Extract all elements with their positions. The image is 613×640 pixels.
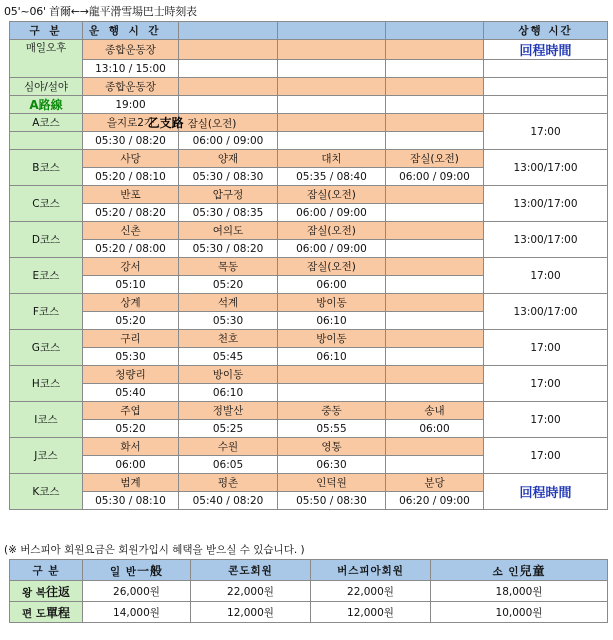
- stop-cell: 잠실(오전): [278, 222, 386, 240]
- stop-cell: 종합운동장: [83, 78, 179, 96]
- return-time-cell: 17:00: [484, 330, 608, 366]
- return-time-overlay: 回程時間: [519, 44, 572, 59]
- stop-cell: [278, 78, 386, 96]
- time-cell: 06:00 / 09:00: [179, 132, 278, 150]
- table-row: [10, 60, 608, 78]
- time-cell: 06:00 / 09:00: [278, 240, 386, 258]
- return-time-cell: 17:00: [484, 402, 608, 438]
- course-g-label: G코스: [10, 330, 83, 366]
- return-time-cell: [484, 474, 608, 510]
- time-cell: 05:55: [278, 420, 386, 438]
- course-i-label: I코스: [10, 402, 83, 438]
- stop-cell: 대치: [278, 150, 386, 168]
- course-c-label: C코스: [10, 186, 83, 222]
- time-cell: [386, 240, 484, 258]
- time-cell: 06:00 / 09:00: [386, 168, 484, 186]
- stop-cell: [386, 330, 484, 348]
- course-f-label: F코스: [10, 294, 83, 330]
- stop-cell: 분당: [386, 474, 484, 492]
- stop-cell: 신촌: [83, 222, 179, 240]
- roundtrip-label-text: 왕 복: [22, 586, 46, 599]
- table-row: [10, 438, 608, 456]
- course-h-label: H코스: [10, 366, 83, 402]
- time-cell: [278, 60, 386, 78]
- fare-category-header: 구 분: [10, 560, 83, 581]
- return-time-cell: 17:00: [484, 258, 608, 294]
- stop-cell: [386, 438, 484, 456]
- fare-header-row: [10, 560, 608, 581]
- roundtrip-overlay: 往返: [45, 584, 70, 599]
- stop-cell: 잠실(오전): [386, 150, 484, 168]
- time-cell: 13:10 / 15:00: [83, 60, 179, 78]
- stop-cell: 종합운동장: [83, 40, 179, 60]
- stop-cell: 상계: [83, 294, 179, 312]
- time-cell: 05:30 / 08:30: [179, 168, 278, 186]
- time-cell: [386, 276, 484, 294]
- oneway-overlay: 單程: [45, 605, 70, 620]
- stop-cell: 영통: [278, 438, 386, 456]
- child-header-text: 소 인: [492, 565, 520, 578]
- table-row: [10, 402, 608, 420]
- stop-cell: [179, 78, 278, 96]
- return-time-cell: 13:00/17:00: [484, 222, 608, 258]
- time-cell: 05:20 / 08:10: [83, 168, 179, 186]
- stop-cell: [386, 186, 484, 204]
- return-time-cell: [484, 60, 608, 78]
- fare-row: [10, 581, 608, 602]
- table-row: [10, 222, 608, 240]
- table-row: [10, 114, 608, 132]
- stop-cell: [179, 40, 278, 60]
- time-cell: [386, 204, 484, 222]
- stop-name: 잠실(오전): [187, 118, 237, 130]
- return-time-cell: 17:00: [484, 438, 608, 474]
- time-cell: 05:40 / 08:20: [179, 492, 278, 510]
- time-cell: [386, 348, 484, 366]
- operating-time-header: 운 행 시 간: [83, 22, 179, 40]
- return-time-overlay: 回程時間: [519, 486, 572, 501]
- stop-cell: [386, 40, 484, 60]
- time-cell: 06:10: [278, 312, 386, 330]
- stop-cell: 정발산: [179, 402, 278, 420]
- header-row: [10, 22, 608, 40]
- time-cell: 05:35 / 08:40: [278, 168, 386, 186]
- return-time-cell: 13:00/17:00: [484, 186, 608, 222]
- time-cell: 05:30 / 08:35: [179, 204, 278, 222]
- time-cell: [386, 96, 484, 114]
- stop-cell: 송내: [386, 402, 484, 420]
- general-header-text: 일 반: [110, 565, 137, 578]
- time-cell: 06:10: [278, 348, 386, 366]
- fare-cell: 26,000원: [83, 581, 191, 602]
- table-row: [10, 474, 608, 492]
- stop-cell: [386, 114, 484, 132]
- fare-cell: 12,000원: [191, 602, 311, 623]
- time-cell: 05:20 / 08:00: [83, 240, 179, 258]
- time-cell: 05:20: [83, 312, 179, 330]
- child-header-overlay: 兒童: [519, 563, 546, 578]
- course-k-label: K코스: [10, 474, 83, 510]
- course-e-label: E코스: [10, 258, 83, 294]
- time-cell: 06:20 / 09:00: [386, 492, 484, 510]
- stop-cell: 강서: [83, 258, 179, 276]
- daily-pm-label: 매일오후: [10, 40, 83, 78]
- time-cell: 06:00: [386, 420, 484, 438]
- stop-cell: 사당: [83, 150, 179, 168]
- time-cell: 05:30 / 08:20: [179, 240, 278, 258]
- fare-cell: 18,000원: [431, 581, 608, 602]
- fare-cell: 10,000원: [431, 602, 608, 623]
- table-row: [10, 330, 608, 348]
- fare-table: [9, 559, 608, 623]
- time-cell: 05:30 / 08:20: [83, 132, 179, 150]
- time-cell: 06:00 / 09:00: [278, 204, 386, 222]
- time-cell: 05:45: [179, 348, 278, 366]
- stop-cell: 평촌: [179, 474, 278, 492]
- stop-cell: 인덕원: [278, 474, 386, 492]
- general-header: [83, 560, 191, 581]
- oneway-label: [10, 602, 83, 623]
- condo-header: 콘도회원: [191, 560, 311, 581]
- table-row: [10, 294, 608, 312]
- fare-cell: 22,000원: [311, 581, 431, 602]
- time-cell: 19:00: [83, 96, 179, 114]
- time-cell: [278, 132, 386, 150]
- return-time-cell: 17:00: [484, 366, 608, 402]
- stop-cell: 압구정: [179, 186, 278, 204]
- stop-cell: [386, 78, 484, 96]
- time-cell: 06:10: [179, 384, 278, 402]
- table-row: [10, 258, 608, 276]
- header-blank: [179, 22, 278, 40]
- stop-cell: 양재: [179, 150, 278, 168]
- stop-cell: 중동: [278, 402, 386, 420]
- time-cell: 05:50 / 08:30: [278, 492, 386, 510]
- page-title: 05'~06' 首爾←→龍平滑雪場巴士時刻表: [4, 5, 197, 18]
- stop-overlay: 乙支路: [147, 116, 184, 130]
- stop-cell: 반포: [83, 186, 179, 204]
- fare-cell: 12,000원: [311, 602, 431, 623]
- category-header: 구 분: [10, 22, 83, 40]
- timetable: [9, 21, 608, 510]
- return-time-cell: [484, 78, 608, 96]
- stop-cell: [386, 258, 484, 276]
- stop-cell: [278, 40, 386, 60]
- stop-cell: [386, 366, 484, 384]
- stop-cell: 방이동: [278, 294, 386, 312]
- time-cell: [386, 312, 484, 330]
- time-cell: 05:30: [83, 348, 179, 366]
- stop-cell: 화서: [83, 438, 179, 456]
- stop-cell: 수원: [179, 438, 278, 456]
- stop-cell: [386, 294, 484, 312]
- stop-cell: 잠실(오전): [278, 258, 386, 276]
- child-header: [431, 560, 608, 581]
- stop-cell: 방이동: [278, 330, 386, 348]
- time-cell: [179, 96, 278, 114]
- stop-cell: 주엽: [83, 402, 179, 420]
- fare-row: [10, 602, 608, 623]
- oneway-label-text: 편 도: [22, 607, 46, 620]
- return-time-cell: [484, 40, 608, 60]
- time-cell: 06:00: [278, 276, 386, 294]
- table-row: [10, 186, 608, 204]
- time-cell: 05:25: [179, 420, 278, 438]
- route-group-label: A路線: [10, 96, 83, 114]
- time-cell: 05:20: [179, 276, 278, 294]
- stop-cell: [386, 222, 484, 240]
- table-row: [10, 40, 608, 60]
- general-header-overlay: 一般: [136, 563, 163, 578]
- stop-cell: 목동: [179, 258, 278, 276]
- course-d-label: D코스: [10, 222, 83, 258]
- stop-cell: [278, 366, 386, 384]
- latenight-label: 심야/설야: [10, 78, 83, 96]
- stop-cell: 방이동: [179, 366, 278, 384]
- time-cell: [278, 384, 386, 402]
- stop-cell: [147, 114, 278, 132]
- stop-cell: [278, 114, 386, 132]
- header-blank: [386, 22, 484, 40]
- return-time-cell: [484, 96, 608, 114]
- stop-cell: 구리: [83, 330, 179, 348]
- course-a-label: A코스: [10, 114, 83, 132]
- return-time-cell: 13:00/17:00: [484, 150, 608, 186]
- return-time-cell: 13:00/17:00: [484, 294, 608, 330]
- time-cell: 06:05: [179, 456, 278, 474]
- stop-cell: 잠실(오전): [278, 186, 386, 204]
- time-cell: 05:40: [83, 384, 179, 402]
- stop-name: 을지로2가: [106, 117, 155, 129]
- return-time-cell: 17:00: [484, 114, 608, 150]
- time-cell: [386, 60, 484, 78]
- time-cell: [278, 96, 386, 114]
- fare-note: (※ 버스피아 회원요금은 회원가입시 혜택을 받으실 수 있습니다. ): [4, 544, 305, 556]
- course-j-label: J코스: [10, 438, 83, 474]
- time-cell: 05:20 / 08:20: [83, 204, 179, 222]
- time-cell: [386, 132, 484, 150]
- time-cell: [386, 384, 484, 402]
- time-cell: [179, 60, 278, 78]
- header-blank: [278, 22, 386, 40]
- roundtrip-label: [10, 581, 83, 602]
- fare-cell: 22,000원: [191, 581, 311, 602]
- label-blank: [10, 132, 83, 150]
- stop-cell: 범계: [83, 474, 179, 492]
- stop-cell: 석계: [179, 294, 278, 312]
- return-time-header: 상행 시간: [484, 22, 608, 40]
- time-cell: 05:30: [179, 312, 278, 330]
- time-cell: 06:30: [278, 456, 386, 474]
- course-b-label: B코스: [10, 150, 83, 186]
- fare-cell: 14,000원: [83, 602, 191, 623]
- stop-cell: 여의도: [179, 222, 278, 240]
- table-row: [10, 150, 608, 168]
- time-cell: [386, 456, 484, 474]
- table-row: [10, 366, 608, 384]
- stop-cell: 천호: [179, 330, 278, 348]
- time-cell: 05:20: [83, 420, 179, 438]
- table-row: [10, 96, 608, 114]
- stop-cell: 청량리: [83, 366, 179, 384]
- buspia-header: 버스피아회원: [311, 560, 431, 581]
- table-row: [10, 78, 608, 96]
- time-cell: 05:30 / 08:10: [83, 492, 179, 510]
- time-cell: 05:10: [83, 276, 179, 294]
- time-cell: 06:00: [83, 456, 179, 474]
